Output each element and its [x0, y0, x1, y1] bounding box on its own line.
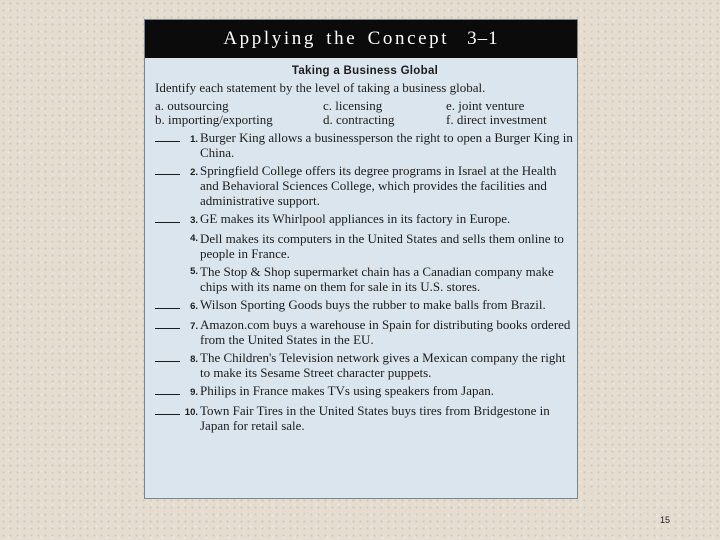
card-content [155, 65, 575, 433]
statement-item [155, 231, 575, 261]
option-f: f. direct investment [446, 112, 547, 127]
answer-blank[interactable] [155, 211, 180, 223]
statement-lead [155, 317, 200, 347]
statement-lead [155, 211, 200, 228]
statement-item [155, 383, 575, 400]
option-c: c. licensing [323, 98, 383, 113]
instruction-text: Identify each statement by the level of taking a business global. [155, 80, 486, 95]
card-header [145, 20, 577, 58]
statement-lead [155, 383, 200, 400]
statement-text: Springfield College offers its degree programs in Israel at the Health and Behavioral Sciences College, which provides the facilities and administrative support. [200, 163, 557, 208]
header-title: Applying the Concept [223, 28, 450, 49]
answer-blank[interactable] [155, 403, 180, 415]
statement-lead [155, 130, 200, 160]
option-d: d. contracting [323, 112, 395, 127]
statement-lead [155, 350, 200, 380]
header-number: 3–1 [467, 28, 499, 49]
statement-number: 7. [190, 321, 198, 332]
statement-lead [155, 403, 200, 433]
statement-text: GE makes its Whirlpool appliances in its factory in Europe. [200, 211, 511, 226]
statement-number: 8. [190, 354, 198, 365]
options-grid [155, 99, 575, 127]
statement-text: The Children's Television network gives a Mexican company the right to make its Sesame Street character puppets. [200, 350, 566, 380]
statement-item [155, 403, 575, 433]
statement-number: 4. [190, 233, 198, 244]
statement-text: Burger King allows a businessperson the right to open a Burger King in China. [200, 130, 573, 160]
answer-blank[interactable] [155, 383, 180, 395]
statement-text: Town Fair Tires in the United States buys tires from Bridgestone in Japan for retail sale. [200, 403, 550, 433]
statement-list [155, 130, 575, 433]
statement-item [155, 264, 575, 294]
statement-number: 5. [190, 266, 198, 277]
answer-blank[interactable] [155, 297, 180, 309]
concept-card [144, 19, 578, 499]
statement-item [155, 163, 575, 208]
statement-item [155, 130, 575, 160]
option-e: e. joint venture [446, 98, 525, 113]
card-subtitle: Taking a Business Global [291, 65, 439, 77]
answer-blank[interactable] [155, 317, 180, 329]
statement-number: 6. [190, 301, 198, 312]
statement-number: 9. [190, 387, 198, 398]
answer-blank[interactable] [155, 130, 180, 142]
answer-blank[interactable] [155, 350, 180, 362]
statement-lead [155, 231, 200, 261]
statement-text: Amazon.com buys a warehouse in Spain for distributing books ordered from the United States in the EU. [200, 317, 571, 347]
statement-number: 3. [190, 215, 198, 226]
statement-lead [155, 297, 200, 314]
statement-item [155, 317, 575, 347]
statement-number: 10. [184, 407, 198, 418]
statement-text: Wilson Sporting Goods buys the rubber to make balls from Brazil. [200, 297, 546, 312]
statement-item [155, 350, 575, 380]
statement-lead [155, 163, 200, 208]
page-number: 15 [660, 515, 671, 525]
answer-blank[interactable] [155, 163, 180, 175]
option-a: a. outsourcing [155, 98, 229, 113]
statement-number: 2. [190, 167, 198, 178]
statement-text: Philips in France makes TVs using speakers from Japan. [200, 383, 495, 398]
statement-item [155, 211, 575, 228]
statement-text: The Stop & Shop supermarket chain has a Canadian company make chips with its name on them for sale in its U.S. stores. [200, 264, 554, 294]
statement-lead [155, 264, 200, 294]
option-b: b. importing/exporting [155, 112, 273, 127]
statement-number: 1. [190, 134, 198, 145]
statement-text: Dell makes its computers in the United States and sells them online to people in France. [200, 231, 564, 261]
statement-item [155, 297, 575, 314]
